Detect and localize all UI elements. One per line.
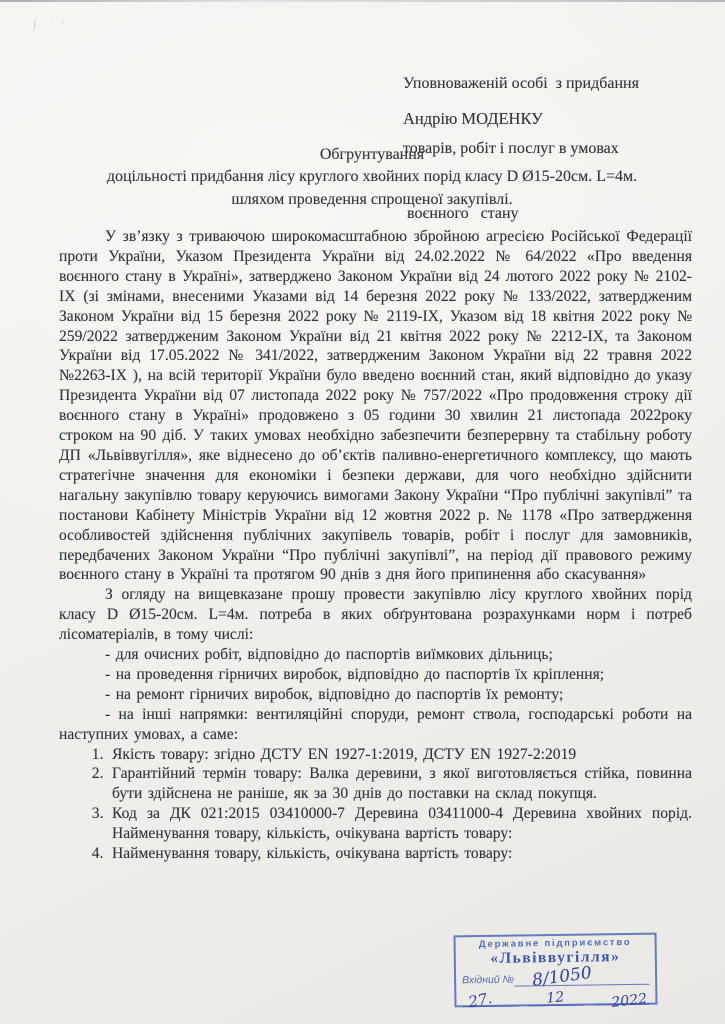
- stamp-date-year-line: [594, 984, 650, 1012]
- stamp-entry-number: 8/1050: [530, 962, 593, 991]
- stamp-entry-label: Вхідний №: [462, 973, 515, 987]
- scan-artifact-top-edge: [0, 0, 725, 2]
- addressee-name: Андрію МОДЕНКУ: [403, 109, 543, 128]
- dash-list: [59, 645, 692, 745]
- stamp-company-name: «Львіввугілля»: [490, 948, 621, 967]
- dash-item: - на проведення гірничих виробок, відповідно до паспортів їх кріплення;: [105, 665, 605, 683]
- stamp-date-day-line: [462, 986, 518, 1012]
- pencil-mark: ʃ · ᵢ: [32, 13, 68, 31]
- dash-item: - на інші напрямки: вентиляційні споруди, ремонт ствола, господарські роботи на наступних умовах, а саме:: [59, 705, 692, 743]
- stamp-date-month-line: [528, 985, 584, 1007]
- numbered-item: 3. Код за ДК 021:2015 03410000-7 Деревина 03411000-4 Деревина хвойних порід. Найменування товару, кількість, очікувана вартість товару:: [109, 804, 692, 844]
- recipient-line: товарів, робіт і послуг в умовах: [403, 139, 619, 157]
- recipient-line: воєнного стану: [403, 205, 519, 223]
- numbered-list: [59, 745, 692, 864]
- numbered-item: 2. Гарантійний термін товару: Валка деревини, з якої виготовляється стійка, повинна бути здійснена не раніше, як за 30 днів до поставки на склад покупця.: [109, 764, 692, 804]
- stamp-date-day: 27.: [466, 988, 494, 1012]
- recipient-line: Уповноваженій особі з придбання: [403, 74, 639, 92]
- stamp-date-month: 12: [545, 989, 565, 1007]
- stamp-date-year: 2022: [610, 990, 649, 1012]
- dash-item: - для очисних робіт, відповідно до паспортів виїмкових дільниць;: [105, 646, 553, 664]
- pencil-mark: –: [214, 59, 223, 71]
- title-line: доцільності придбання лісу круглого хвойних порід класу D Ø15-20см. L=4м.: [106, 168, 638, 186]
- body-text: [59, 227, 692, 864]
- paragraph-legal-basis: У зв’язку з триваючою широкомасштабною збройною агресією Російської Федерації проти України, Указом Президента України від 24.02.2022 № 64/2022 «Про введення воєнного стану в Україні», затверджено Законом України від 24 лютого 2022 року № 2102-ІХ (зі змінами, внесеними Указами від 14 березня 2022 року № 133/2022, затвердженим Законом України від 15 березня 2022 року № 2119-ІХ, Указом від 18 квітня 2022 року № 259/2022 затвердженим Законом України від 21 квітня 2022 року № 2212-ІХ, та Законом України від 17.05.2022 № 341/2022, затвердженим Законом України від 22 травня 2022 №2263-ІХ ), на всій території України було введено воєнний стан, який відповідно до указу Президента України від 07 листопада 2022 року № 757/2022 «Про продовження строку дії воєнного стану в Україні» продовжено з 05 години 30 хвилин 21 листопада 2022року строком на 90 діб. У таких умовах необхідно забезпечити безперервну та стабільну роботу ДП «Львіввугілля», яке віднесено до об’єктів паливно-енергетичного комплексу, що мають стратегічне значення для економіки і безпеки держави, для чого необхідно здійснити нагальну закупівлю товару керуючись вимогами Закону України “Про публічні закупівлі” та постанови Кабінету Міністрів України від 12 жовтня 2022 р. № 1178 «Про затвердження особливостей здійснення публічних закупівель товарів, робіт і послуг для замовників, передбачених Законом України “Про публічні закупівлі”, на період дії правового режиму воєнного стану в Україні та протягом 90 днів з дня його припинення або скасування»: [59, 228, 692, 584]
- stamp-org-name: Державне підприємство: [478, 936, 632, 951]
- numbered-item: 4. Найменування товару, кількість, очікувана вартість товару:: [109, 844, 692, 864]
- dash-item: - на ремонт гірничих виробок, відповідно до паспортів їх ремонту;: [105, 685, 564, 703]
- incoming-stamp: [454, 933, 658, 1012]
- paragraph-request: З огляду на вищевказане прошу провести закупівлю лісу круглого хвойних порід класу D Ø15-20см. L=4м. потреба в яких обґрунтована розрахунками норм і потреб лісоматеріалів, в тому числі:: [59, 586, 692, 644]
- title-line: шляхом проведення спрощеної закупівлі.: [231, 190, 513, 208]
- document-title: [48, 144, 696, 211]
- numbered-item: 1. Якість товару: згідно ДСТУ EN 1927-1:2019, ДСТУ EN 1927-2:2019: [109, 745, 692, 765]
- title-line: Обгрунтування: [319, 146, 425, 163]
